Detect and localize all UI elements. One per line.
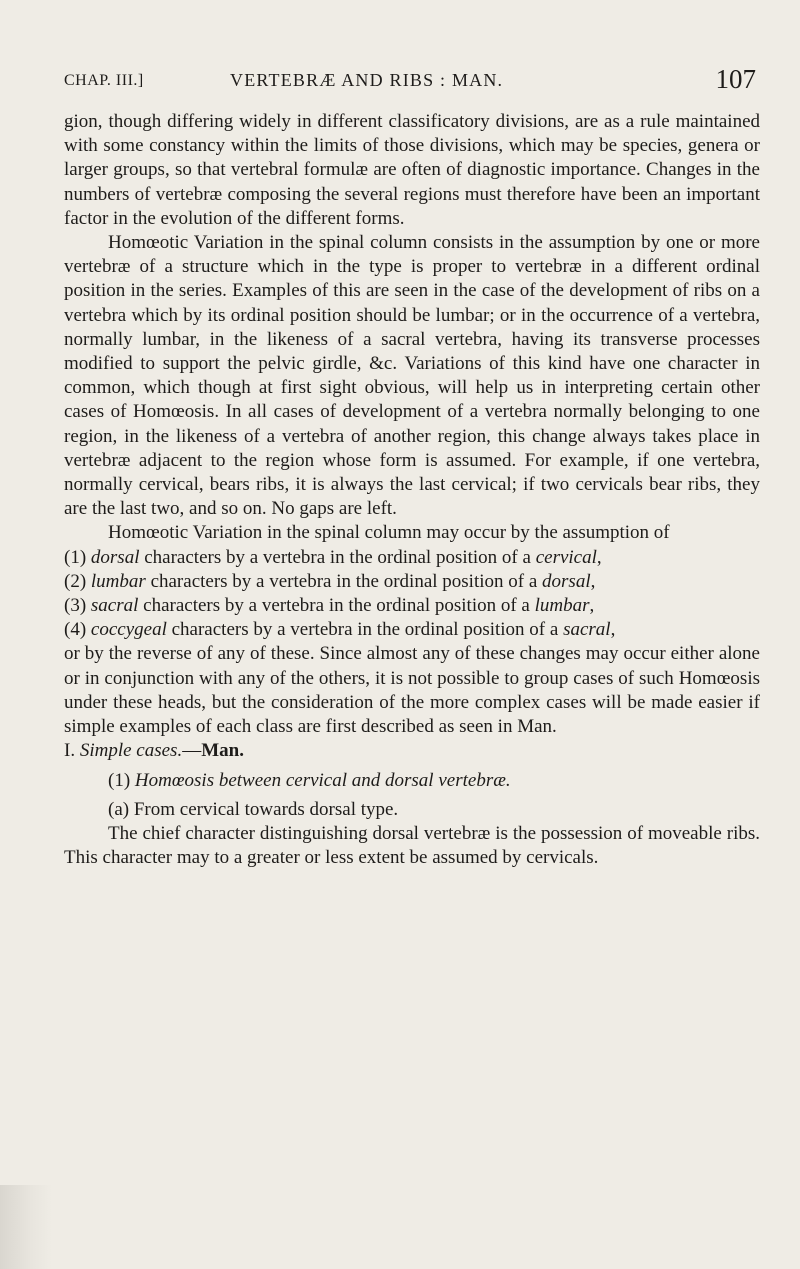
list-item: (2) lumbar characters by a vertebra in the ordinal position of a dorsal, — [64, 570, 596, 592]
paragraph-1: gion, though differing widely in different classificatory divisions, are as a rule maintained with some constancy within the limits of those divisions, which may be species, genera or larger groups, so that vertebral formulæ are often of diagnostic importance. Changes in the numbers of vertebræ composing the several regions must therefore have been an important factor in the evolution of the different forms. — [64, 111, 760, 229]
subsubsection-heading: (a) From cervical towards dorsal type. — [108, 798, 399, 820]
list-item: (4) coccygeal characters by a vertebra in the ordinal position of a sacral, — [64, 619, 616, 641]
running-title: VERTEBRÆ AND RIBS : MAN. — [230, 70, 504, 90]
paragraph-3: Homœotic Variation in the spinal column may occur by the assumption of — [108, 522, 670, 544]
paragraph-4: or by the reverse of any of these. Since almost any of these changes may occur either alone or in conjunction with any of the others, it is not possible to group cases of such Homœosis under these heads, but the consideration of the more complex cases will be made easier if simple examples of each class are first described as seen in Man. — [64, 643, 760, 738]
subsection-heading: (1) Homœosis between cervical and dorsal vertebræ. — [108, 770, 511, 792]
chapter-label: CHAP. III.] — [64, 72, 144, 89]
page-number: 107 — [715, 64, 756, 94]
paragraph-2: Homœotic Variation in the spinal column consists in the assumption by one or more vertebræ of a structure which in the type is proper to vertebræ in a different ordinal position in the series. Examples of this are seen in the case of the development of ribs on a vertebra which by its ordinal position should be lumbar; or in the occurrence of a vertebra, normally lumbar, in the likeness of a sacral vertebra, having its transverse processes modified to support the pelvic girdle, &c. Variations of this kind have one character in common, which though at first sight obvious, will help us in interpreting certain other cases of Homœosis. In all cases of development of a vertebra normally belonging to one region, in the likeness of a vertebra of another region, this change always takes place in vertebræ adjacent to the region whose form is assumed. For example, if one vertebra, normally cervical, bears ribs, it is always the last cervical; if two cervicals bear ribs, they are the last two, and so on. No gaps are left. — [64, 232, 760, 520]
list-item: (3) sacral characters by a vertebra in the ordinal position of a lumbar, — [64, 595, 595, 617]
section-heading: I. Simple cases.—Man. — [64, 740, 244, 762]
paragraph-5: The chief character distinguishing dorsal vertebræ is the possession of moveable ribs. This character may to a greater or less extent be assumed by cervicals. — [64, 822, 760, 869]
page-body — [64, 110, 760, 870]
page-edge-shadow — [0, 1185, 52, 1269]
list-item: (1) dorsal characters by a vertebra in the ordinal position of a cervical, — [64, 546, 602, 568]
running-header — [64, 64, 756, 100]
